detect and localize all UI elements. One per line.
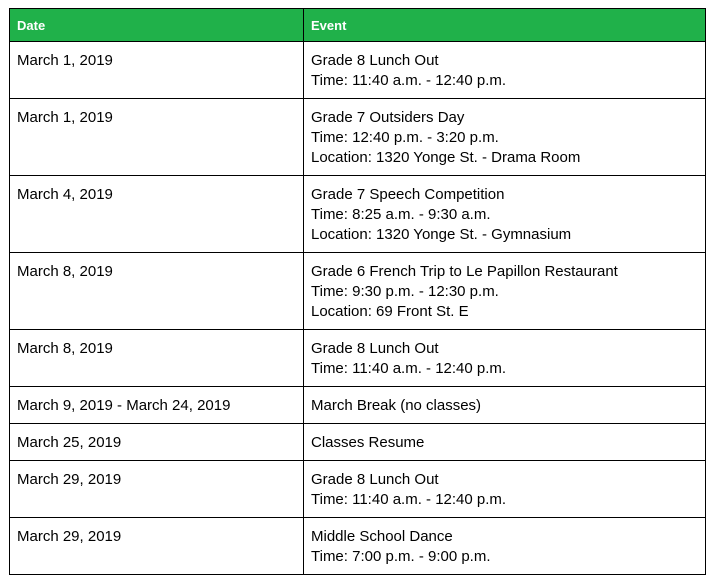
event-location: Location: 69 Front St. E bbox=[311, 303, 469, 320]
event-time: Time: 11:40 a.m. - 12:40 p.m. bbox=[311, 360, 507, 377]
date-cell: March 4, 2019 bbox=[10, 176, 304, 253]
event-title: Grade 8 Lunch Out bbox=[311, 52, 439, 69]
date-cell: March 29, 2019 bbox=[10, 518, 304, 575]
event-location: Location: 1320 Yonge St. - Drama Room bbox=[311, 149, 581, 166]
table-row bbox=[10, 518, 706, 575]
table-body bbox=[10, 42, 706, 575]
event-cell bbox=[304, 387, 706, 424]
table-row bbox=[10, 461, 706, 518]
date-cell: March 1, 2019 bbox=[10, 99, 304, 176]
events-table-container bbox=[9, 8, 706, 575]
event-title: Grade 8 Lunch Out bbox=[311, 340, 439, 357]
table-row bbox=[10, 176, 706, 253]
table-row bbox=[10, 387, 706, 424]
event-title: March Break (no classes) bbox=[311, 397, 482, 414]
header-event: Event bbox=[304, 9, 706, 42]
header-row bbox=[10, 9, 706, 42]
event-cell bbox=[304, 330, 706, 387]
event-title: Classes Resume bbox=[311, 434, 425, 451]
table-header bbox=[10, 9, 706, 42]
event-title: Grade 8 Lunch Out bbox=[311, 471, 439, 488]
date-cell: March 9, 2019 - March 24, 2019 bbox=[10, 387, 304, 424]
date-cell: March 29, 2019 bbox=[10, 461, 304, 518]
event-location: Location: 1320 Yonge St. - Gymnasium bbox=[311, 226, 572, 243]
table-row bbox=[10, 42, 706, 99]
table-row bbox=[10, 424, 706, 461]
event-time: Time: 11:40 a.m. - 12:40 p.m. bbox=[311, 491, 507, 508]
date-cell: March 8, 2019 bbox=[10, 330, 304, 387]
table-row bbox=[10, 99, 706, 176]
event-cell bbox=[304, 99, 706, 176]
event-title: Grade 7 Speech Competition bbox=[311, 186, 505, 203]
event-time: Time: 7:00 p.m. - 9:00 p.m. bbox=[311, 548, 491, 565]
event-cell bbox=[304, 461, 706, 518]
events-table bbox=[9, 8, 706, 575]
event-cell bbox=[304, 424, 706, 461]
date-cell: March 25, 2019 bbox=[10, 424, 304, 461]
event-cell bbox=[304, 42, 706, 99]
event-cell bbox=[304, 518, 706, 575]
event-time: Time: 8:25 a.m. - 9:30 a.m. bbox=[311, 206, 491, 223]
event-title: Middle School Dance bbox=[311, 528, 453, 545]
event-time: Time: 11:40 a.m. - 12:40 p.m. bbox=[311, 72, 507, 89]
date-cell: March 8, 2019 bbox=[10, 253, 304, 330]
event-time: Time: 9:30 p.m. - 12:30 p.m. bbox=[311, 283, 499, 300]
table-row bbox=[10, 330, 706, 387]
date-cell: March 1, 2019 bbox=[10, 42, 304, 99]
event-time: Time: 12:40 p.m. - 3:20 p.m. bbox=[311, 129, 499, 146]
event-title: Grade 6 French Trip to Le Papillon Restaurant bbox=[311, 263, 618, 280]
table-row bbox=[10, 253, 706, 330]
header-date: Date bbox=[10, 9, 304, 42]
event-cell bbox=[304, 176, 706, 253]
event-cell bbox=[304, 253, 706, 330]
event-title: Grade 7 Outsiders Day bbox=[311, 109, 465, 126]
